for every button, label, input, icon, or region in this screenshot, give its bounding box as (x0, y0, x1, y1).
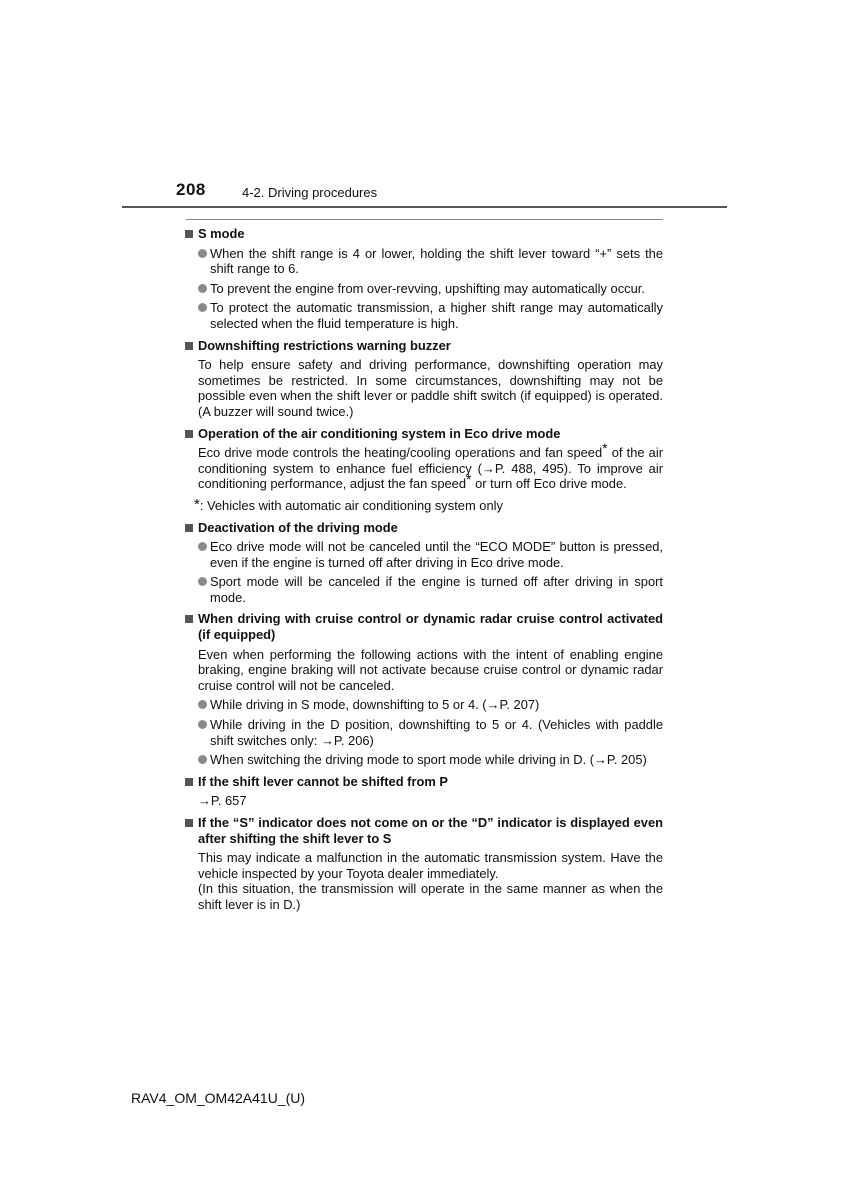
section-heading: S mode (185, 226, 663, 242)
list-item: When the shift range is 4 or lower, holding the shift lever toward “+” sets the shift range to 6. (198, 246, 663, 277)
square-bullet-icon (185, 778, 193, 786)
paragraph: Eco drive mode controls the heating/cooling operations and fan speed* of the air conditioning system to enhance fuel efficiency (→P. 488, 495). To improve air conditioning performance, adjust the fan speed* or turn off Eco drive mode. (198, 440, 663, 492)
paragraph: This may indicate a malfunction in the automatic transmission system. Have the vehicle inspected by your Toyota dealer immediately. (198, 850, 663, 881)
section-heading: Downshifting restrictions warning buzzer (185, 338, 663, 354)
square-bullet-icon (185, 615, 193, 623)
footnote-asterisk: * (602, 440, 608, 457)
paragraph: (In this situation, the transmission will operate in the same manner as when the shift lever is in D.) (198, 881, 663, 912)
circle-bullet-icon (198, 249, 207, 258)
section-heading: When driving with cruise control or dynamic radar cruise control activated (if equipped) (185, 611, 663, 642)
list-item: Sport mode will be canceled if the engine is turned off after driving in sport mode. (198, 574, 663, 605)
square-bullet-icon (185, 430, 193, 438)
page-content (185, 226, 663, 913)
list-item: Eco drive mode will not be canceled until the “ECO MODE” button is pressed, even if the engine is turned off after driving in Eco drive mode. (198, 539, 663, 570)
list-item: When switching the driving mode to sport mode while driving in D. (→P. 205) (198, 752, 663, 768)
section-heading: Operation of the air conditioning system in Eco drive mode (185, 426, 663, 442)
header-rule (122, 206, 727, 208)
circle-bullet-icon (198, 720, 207, 729)
list-item: To protect the automatic transmission, a higher shift range may automatically selected when the fluid temperature is high. (198, 300, 663, 331)
paragraph: To help ensure safety and driving performance, downshifting operation may sometimes be restricted. In some circumstances, downshifting may not be possible even when the shift lever or paddle shift switch (if equipped) is operated. (A buzzer will sound twice.) (198, 357, 663, 419)
square-bullet-icon (185, 342, 193, 350)
circle-bullet-icon (198, 755, 207, 764)
footnote-asterisk: * (466, 471, 472, 488)
list-item: To prevent the engine from over-revving, upshifting may automatically occur. (198, 281, 663, 297)
square-bullet-icon (185, 524, 193, 532)
page-reference: →P. 657 (198, 793, 247, 809)
circle-bullet-icon (198, 542, 207, 551)
footnote: *: Vehicles with automatic air conditioning system only (194, 495, 503, 513)
square-bullet-icon (185, 230, 193, 238)
circle-bullet-icon (198, 700, 207, 709)
section-title: 4-2. Driving procedures (242, 185, 378, 200)
page-number: 208 (176, 180, 206, 199)
list-item: While driving in the D position, downshifting to 5 or 4. (Vehicles with paddle shift switches only: →P. 206) (198, 717, 663, 748)
circle-bullet-icon (198, 577, 207, 586)
square-bullet-icon (185, 819, 193, 827)
circle-bullet-icon (198, 284, 207, 293)
circle-bullet-icon (198, 303, 207, 312)
content-rule (186, 219, 663, 220)
document-code: RAV4_OM_OM42A41U_(U) (131, 1090, 306, 1106)
section-heading: If the shift lever cannot be shifted from P (185, 774, 663, 790)
paragraph: Even when performing the following actions with the intent of enabling engine braking, engine braking will not activate because cruise control or dynamic radar cruise control will not be canceled. (198, 646, 663, 693)
list-item: While driving in S mode, downshifting to 5 or 4. (→P. 207) (198, 697, 663, 713)
section-heading: If the “S” indicator does not come on or the “D” indicator is displayed even after shifting the shift lever to S (185, 815, 663, 846)
section-heading: Deactivation of the driving mode (185, 520, 663, 536)
